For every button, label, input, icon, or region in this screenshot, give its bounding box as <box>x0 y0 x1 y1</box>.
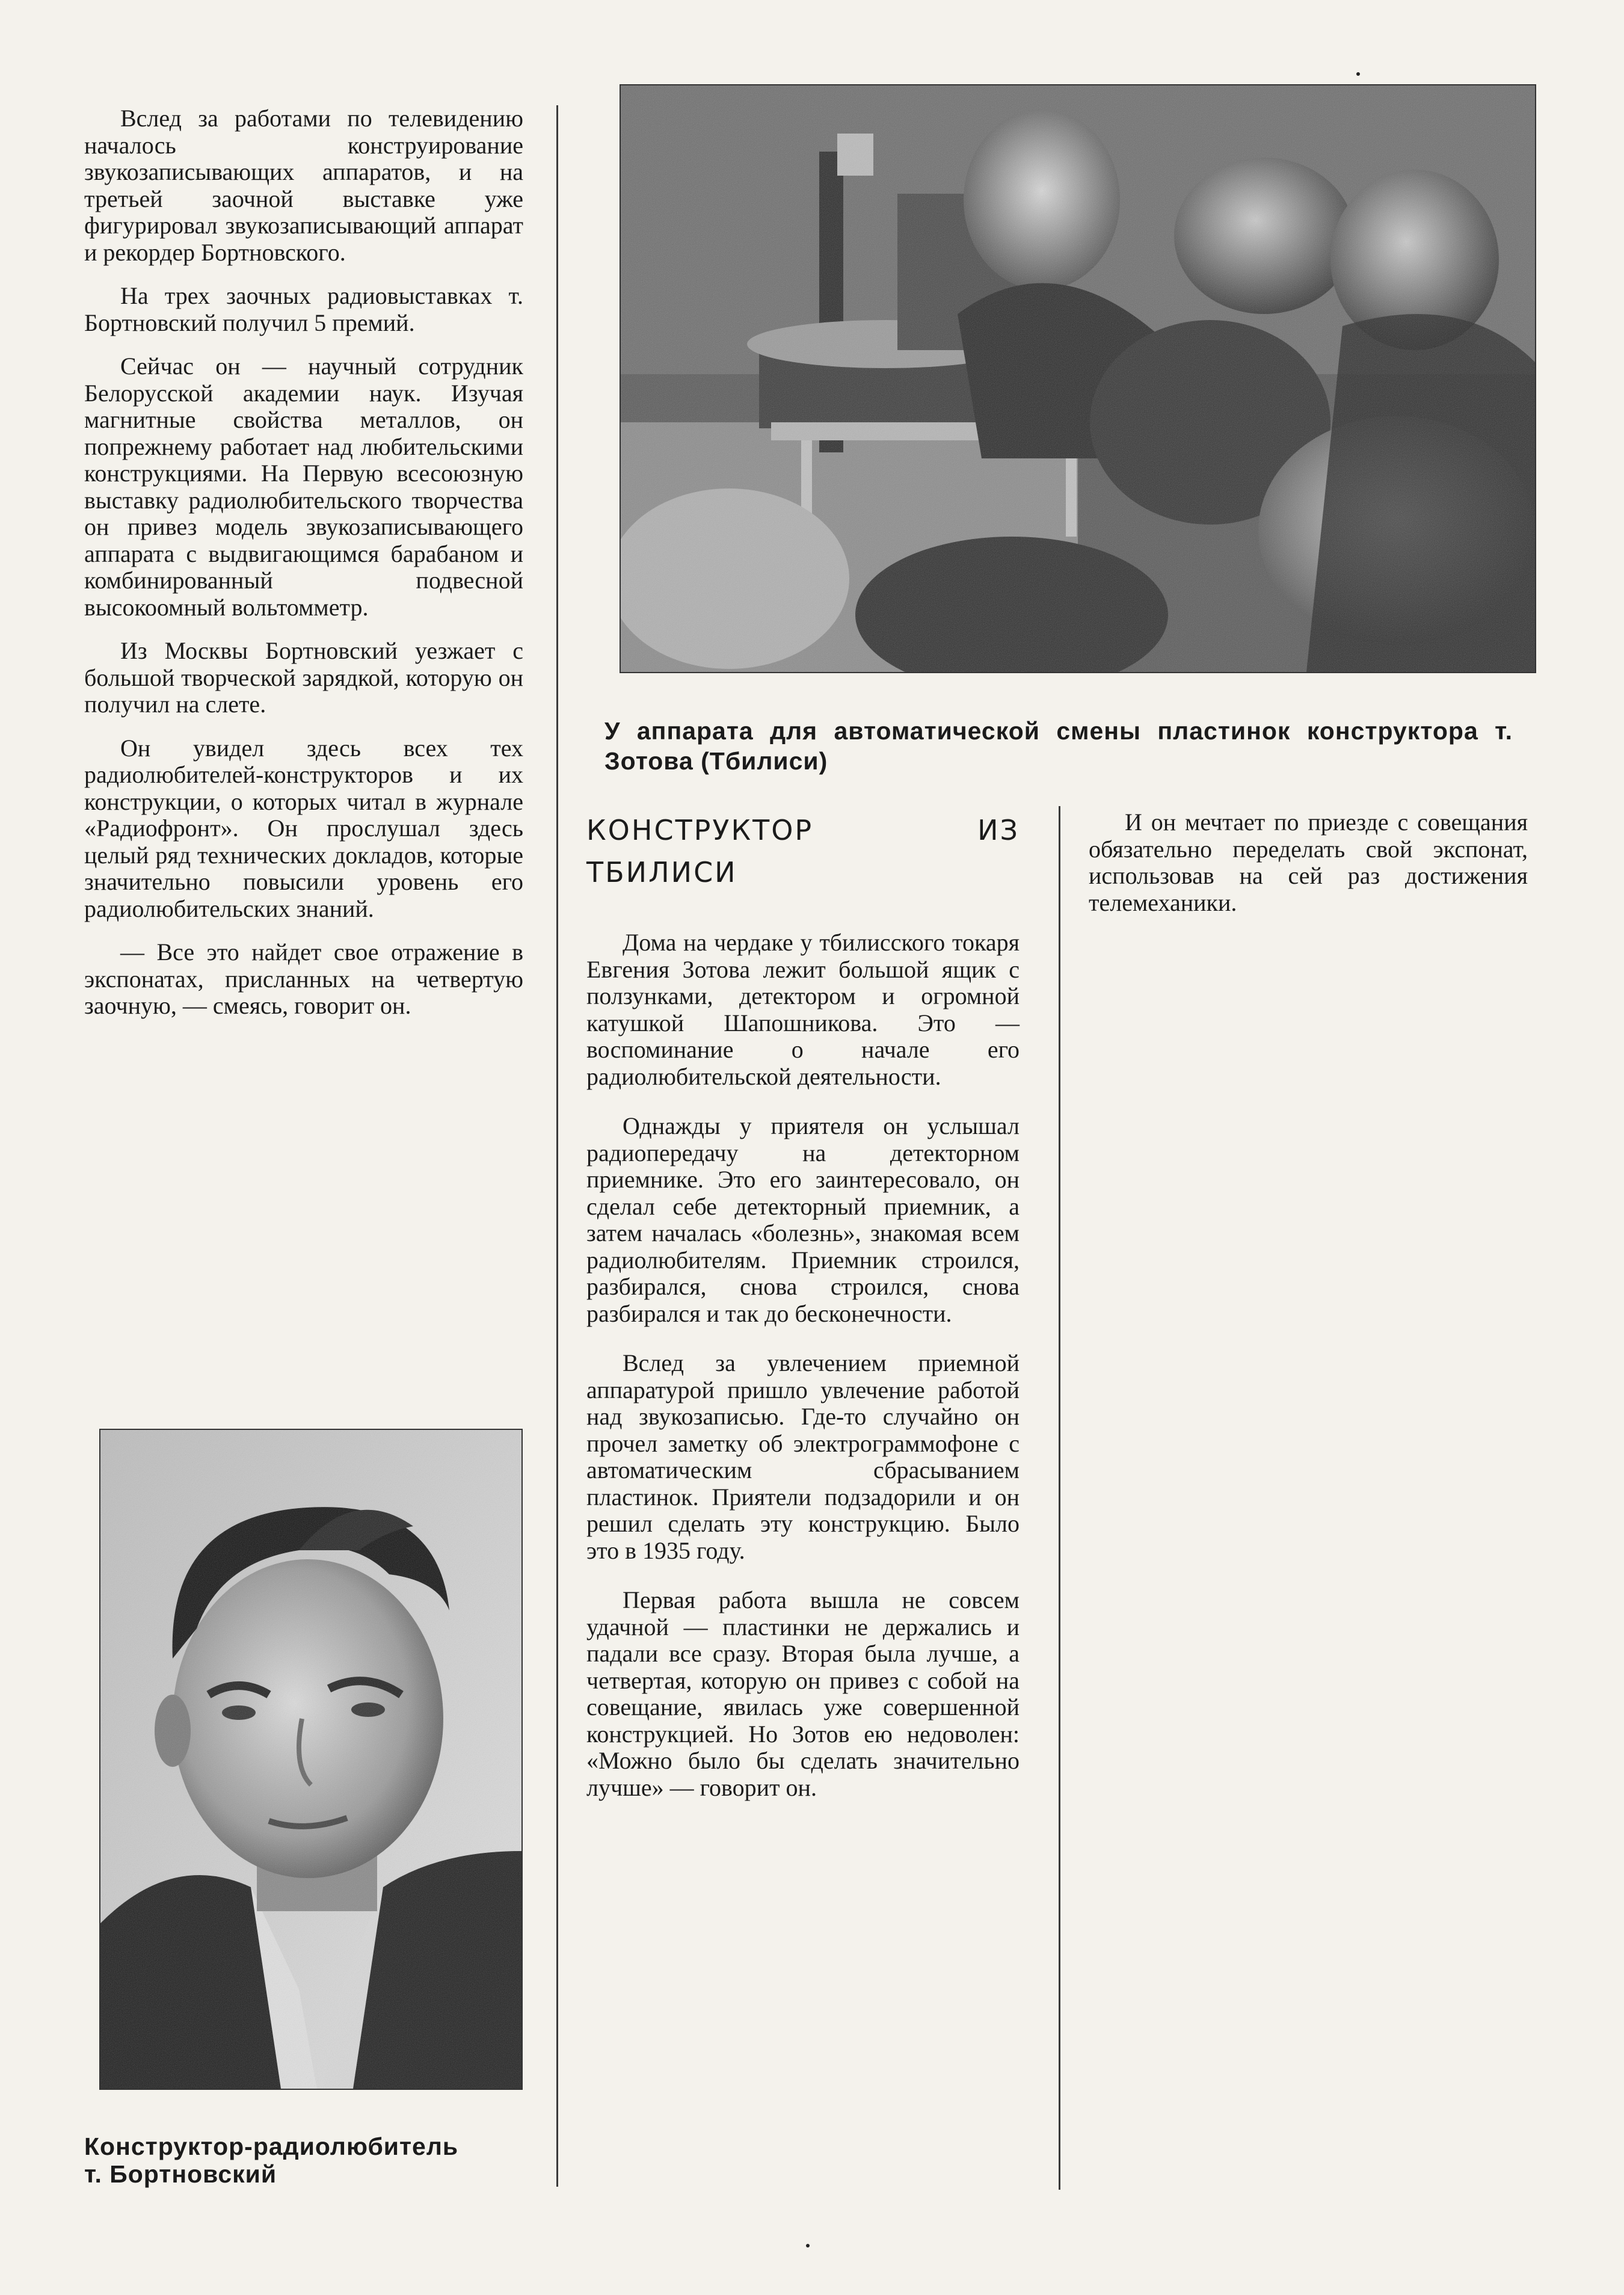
left-paragraph: Он увидел здесь всех тех радиолюбителей-конструкторов и их конструкции, о которых читал в журнале «Радиофронт». Он прослушал здесь целый ряд технических докладов, которые значительно повысили уровень его радиолюбительских знаний. <box>84 734 523 922</box>
left-paragraph: Из Москвы Бортновский уезжает с большой творческой зарядкой, которую он получил на слете. <box>84 637 523 718</box>
photo-caption-top <box>604 716 1513 776</box>
middle-column <box>586 929 1020 1824</box>
print-speck <box>1356 72 1360 76</box>
photo-phonograph-apparatus <box>620 84 1536 673</box>
right-column <box>1089 809 1528 933</box>
left-column <box>84 105 523 1037</box>
print-speck <box>806 2244 810 2247</box>
portrait-caption-line: т. Бортновский <box>84 2160 277 2188</box>
left-paragraph: На трех заочных радиовыставках т. Бортновский получил 5 премий. <box>84 282 523 336</box>
left-paragraph: — Все это найдет свое отражение в экспонатах, присланных на четвертую заочную, — смеясь, говорит он. <box>84 938 523 1019</box>
portrait-caption <box>84 2133 541 2188</box>
photo-phonograph-image <box>621 85 1535 672</box>
photo-caption-text: У аппарата для автоматической смены пластинок конструктора т. Зотова (Тбилиси) <box>604 717 1513 775</box>
portrait-caption-line: Конструктор-радиолюбитель <box>84 2133 459 2160</box>
article-paragraph: Дома на чердаке у тбилисского токаря Евгения Зотова лежит большой ящик с ползунками, детектором и огромной катушкой Шапошникова. Это — воспоминание о начале его радиолюбительской деятельности. <box>586 929 1020 1090</box>
article-heading: КОНСТРУКТОР ИЗ ТБИЛИСИ <box>586 814 1020 889</box>
left-paragraph: Сейчас он — научный сотрудник Белорусской академии наук. Изучая магнитные свойства металлов, он попрежнему работает над любительскими конструкциями. На Первую всесоюзную выставку радиолюбительского творчества он привез модель звукозаписывающего аппарата с выдвигающимся барабаном и комбинированный подвесной высокоомный вольтомметр. <box>84 353 523 621</box>
article-paragraph: И он мечтает по приезде с совещания обязательно переделать свой экспонат, использовав на сей раз достижения телемеханики. <box>1089 809 1528 916</box>
column-divider <box>556 105 558 2187</box>
article-paragraph: Вслед за увлечением приемной аппаратурой пришло увлечение работой над звукозаписью. Где-то случайно он прочел заметку об электрограммофоне с автоматическим сбрасыванием пластинок. Приятели подзадорили и он решил сделать эту конструкцию. Было это в 1935 году. <box>586 1349 1020 1564</box>
left-paragraph: Вслед за работами по телевидению началось конструирование звукозаписывающих аппаратов, и на третьей заочной выставке уже фигурировал звукозаписывающий аппарат и рекордер Бортновского. <box>84 105 523 266</box>
column-divider <box>1059 806 1060 2190</box>
portrait-image <box>100 1430 521 2089</box>
photo-portrait <box>99 1429 523 2090</box>
article-paragraph: Однажды у приятеля он услышал радиопередачу на детекторном приемнике. Это его заинтересовало, он сделал себе детекторный приемник, а затем началась «болезнь», знакомая всем радиолюбителям. Приемник строился, разбирался, снова строился, снова разбирался и так до бесконечности. <box>586 1112 1020 1327</box>
article-paragraph: Первая работа вышла не совсем удачной — пластинки не держались и падали все сразу. Вторая была лучше, а четвертая, которую он привез с собой на совещание, явилась уже совершенной конструкцией. Но Зотов ею недоволен: «Можно было бы сделать значительно лучше» — говорит он. <box>586 1586 1020 1801</box>
